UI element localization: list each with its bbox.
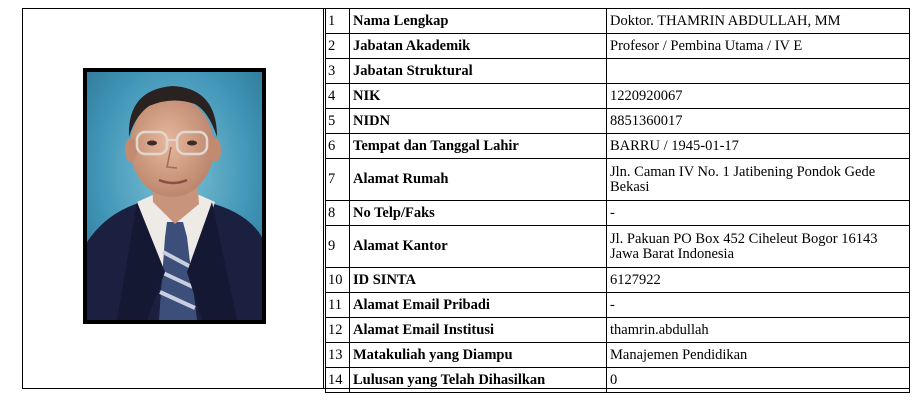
row-value: - — [607, 293, 910, 318]
row-value: 1220920067 — [607, 84, 910, 109]
row-value: Jl. Pakuan PO Box 452 Ciheleut Bogor 16143 Jawa Barat Indonesia — [607, 226, 910, 268]
row-label: Alamat Email Pribadi — [350, 293, 607, 318]
row-value: 8851360017 — [607, 109, 910, 134]
row-value: Manajemen Pendidikan — [607, 343, 910, 368]
row-number: 4 — [326, 84, 350, 109]
row-value: BARRU / 1945-01-17 — [607, 134, 910, 159]
row-label: No Telp/Faks — [350, 201, 607, 226]
row-value: Doktor. THAMRIN ABDULLAH, MM — [607, 9, 910, 34]
row-number: 13 — [326, 343, 350, 368]
row-value: - — [607, 201, 910, 226]
portrait-photo — [83, 68, 266, 324]
table-row — [326, 84, 910, 109]
table-row — [326, 201, 910, 226]
table-row — [326, 9, 910, 34]
row-label: NIDN — [350, 109, 607, 134]
row-number: 6 — [326, 134, 350, 159]
row-label: Nama Lengkap — [350, 9, 607, 34]
table-row — [326, 318, 910, 343]
row-label: Alamat Kantor — [350, 226, 607, 268]
row-number: 14 — [326, 368, 350, 393]
row-label: Alamat Email Institusi — [350, 318, 607, 343]
row-value — [607, 59, 910, 84]
row-number: 2 — [326, 34, 350, 59]
row-value: 6127922 — [607, 268, 910, 293]
row-number: 9 — [326, 226, 350, 268]
row-value: thamrin.abdullah — [607, 318, 910, 343]
row-number: 3 — [326, 59, 350, 84]
row-label: NIK — [350, 84, 607, 109]
table-row — [326, 343, 910, 368]
row-label: Lulusan yang Telah Dihasilkan — [350, 368, 607, 393]
table-row — [326, 34, 910, 59]
row-label: Jabatan Akademik — [350, 34, 607, 59]
row-label: Tempat dan Tanggal Lahir — [350, 134, 607, 159]
row-value: Jln. Caman IV No. 1 Jatibening Pondok Gede Bekasi — [607, 159, 910, 201]
table-row — [326, 134, 910, 159]
row-number: 7 — [326, 159, 350, 201]
table-row — [326, 159, 910, 201]
row-label: ID SINTA — [350, 268, 607, 293]
row-number: 10 — [326, 268, 350, 293]
row-number: 8 — [326, 201, 350, 226]
table-row — [326, 109, 910, 134]
row-number: 12 — [326, 318, 350, 343]
profile-info-table — [325, 8, 910, 393]
row-value: 0 — [607, 368, 910, 393]
row-label: Alamat Rumah — [350, 159, 607, 201]
row-number: 1 — [326, 9, 350, 34]
table-row — [326, 226, 910, 268]
portrait-image — [87, 72, 262, 320]
table-row — [326, 59, 910, 84]
table-row — [326, 268, 910, 293]
row-label: Jabatan Struktural — [350, 59, 607, 84]
table-row — [326, 293, 910, 318]
row-label: Matakuliah yang Diampu — [350, 343, 607, 368]
table-row — [326, 368, 910, 393]
row-number: 11 — [326, 293, 350, 318]
row-number: 5 — [326, 109, 350, 134]
row-value: Profesor / Pembina Utama / IV E — [607, 34, 910, 59]
